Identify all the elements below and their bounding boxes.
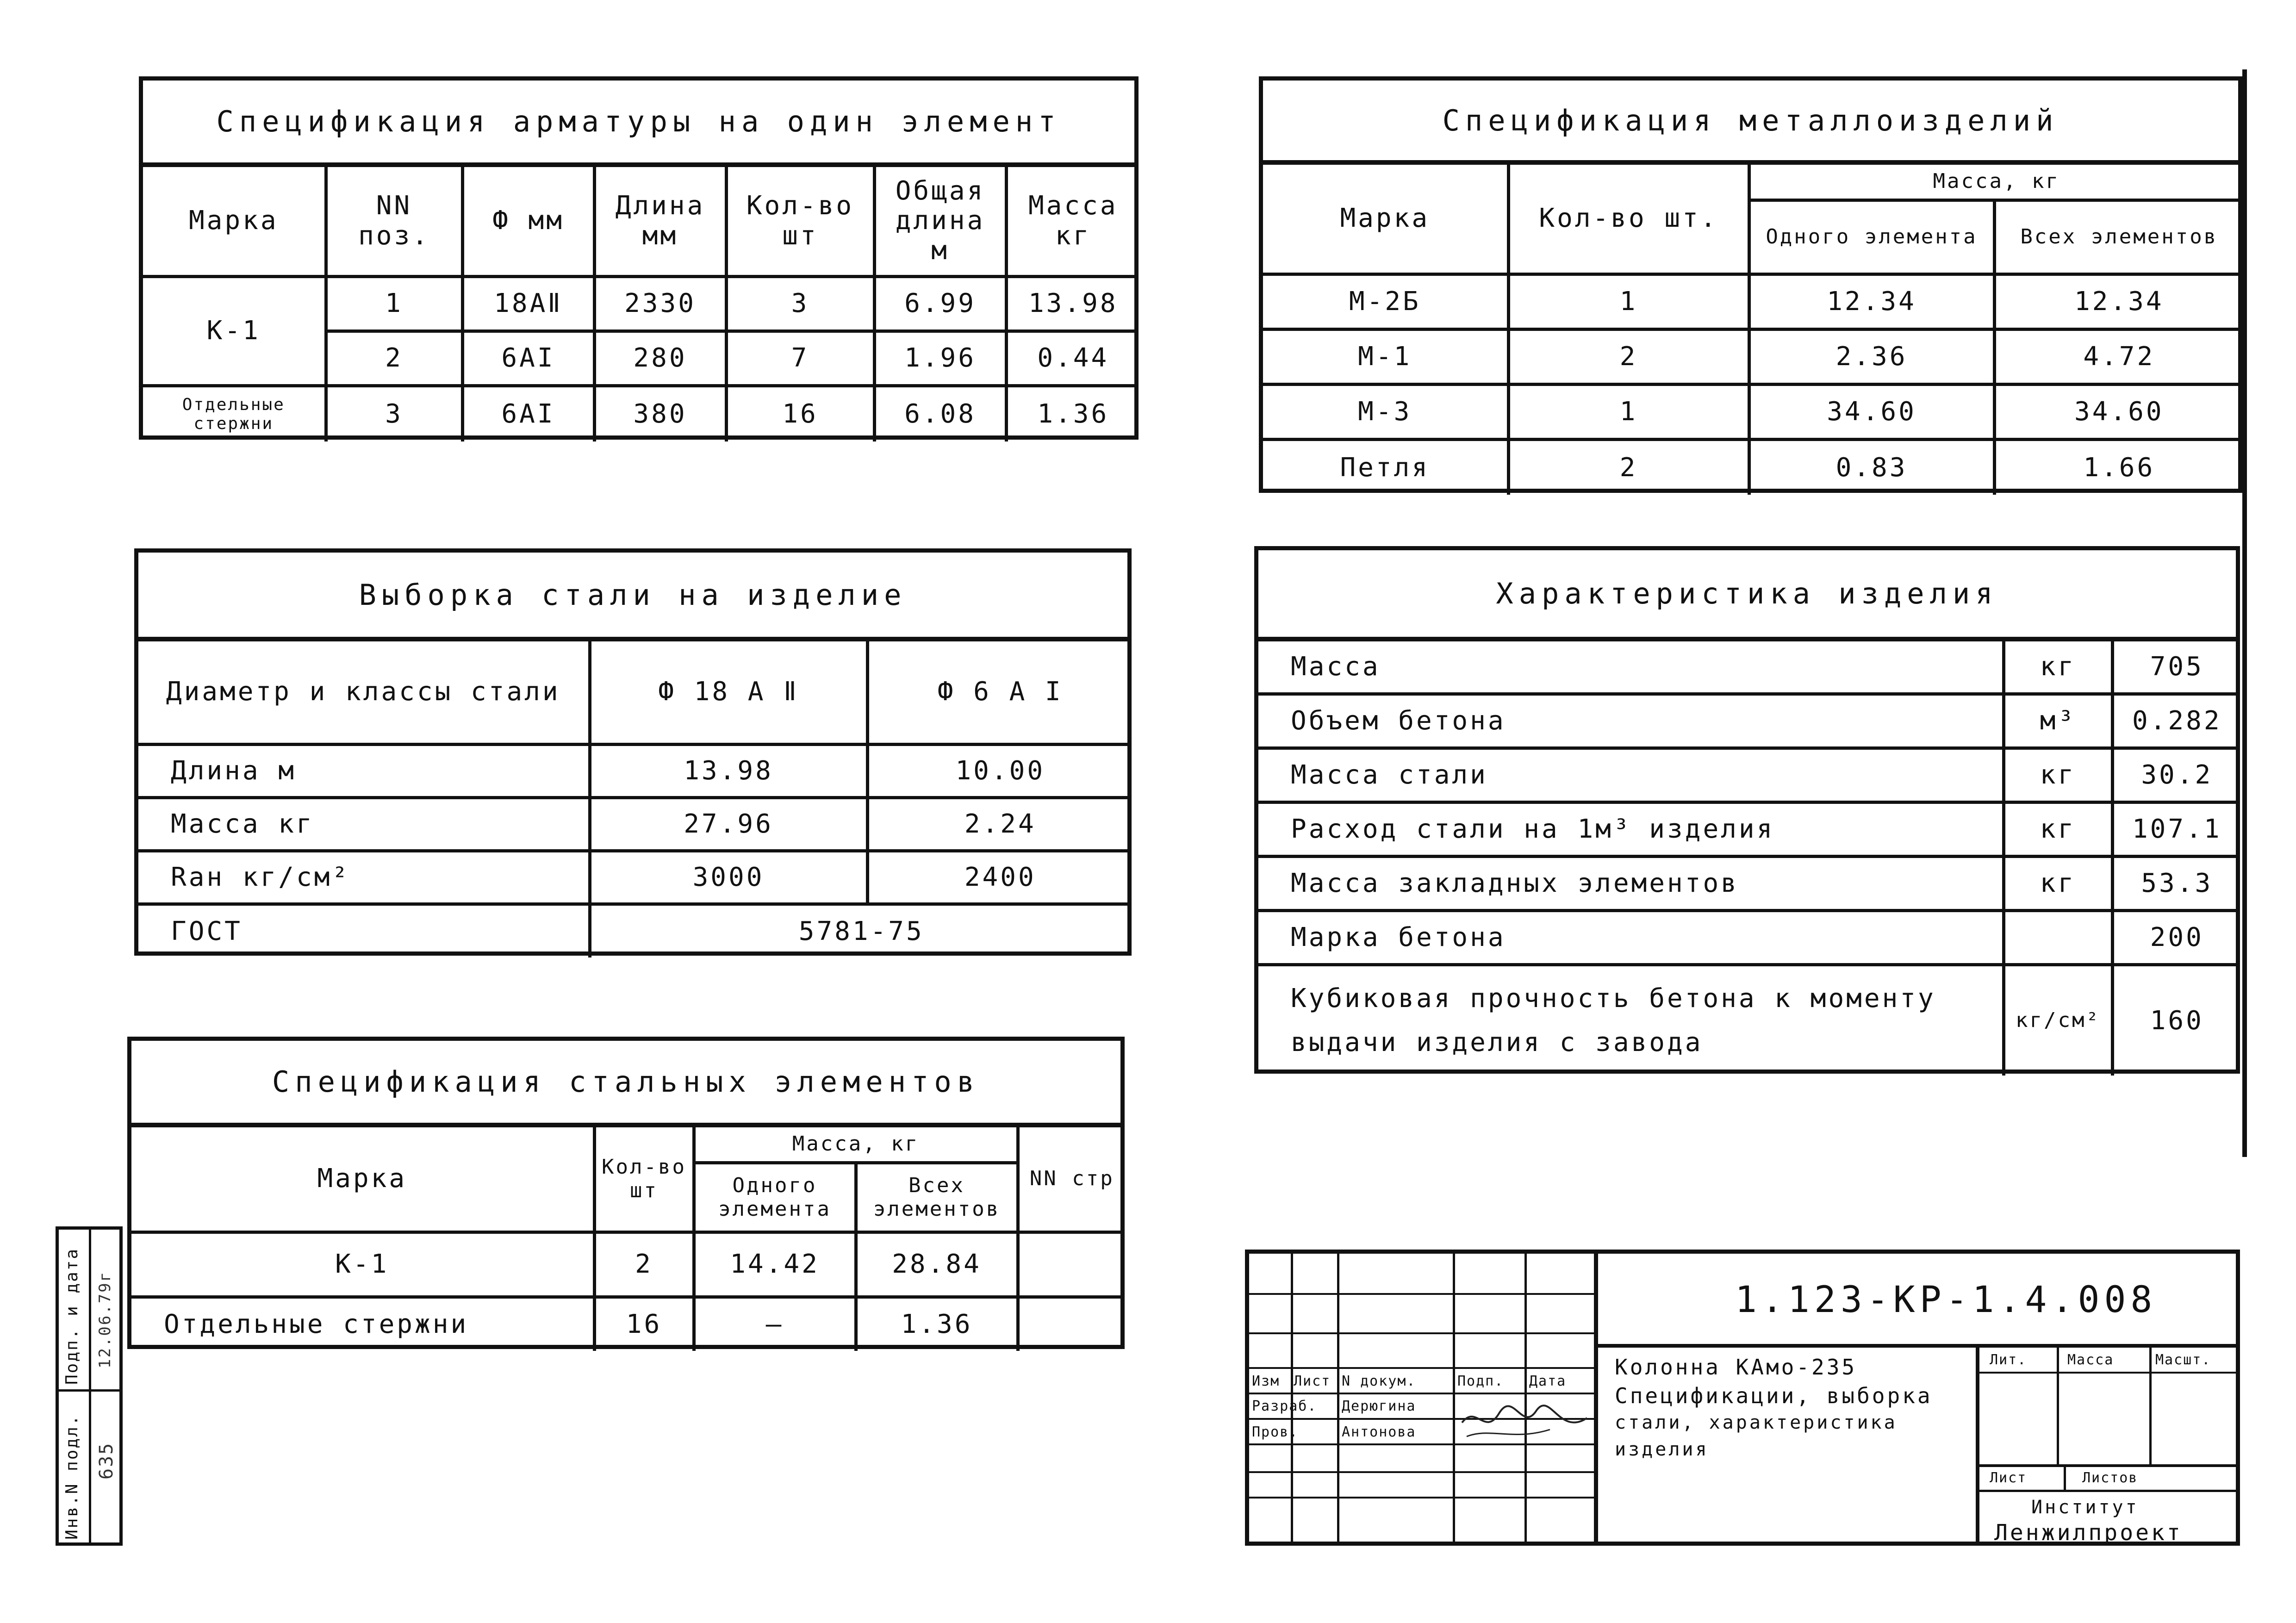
table-row <box>1263 385 2242 440</box>
char-last-unit: кг/см² <box>2004 965 2112 1076</box>
table-row <box>1258 694 2240 748</box>
elements-col-mass-group: Масса, кг <box>694 1126 1018 1163</box>
metal-spec-box <box>1259 76 2242 493</box>
stamp-org-line1: Институт <box>2031 1497 2139 1518</box>
rebar-mass-cell: 13.98 <box>1006 277 1139 331</box>
table-row <box>1263 274 2242 330</box>
char-unit: кг <box>2004 640 2112 694</box>
rebar-qty-cell: 7 <box>726 331 874 386</box>
stamp-code: 1.123-КР-1.4.008 <box>1735 1279 2157 1321</box>
rebar-mark-cell: Отдельные стержни <box>143 386 326 442</box>
title-block <box>1245 1250 2240 1546</box>
rebar-total-length-cell: 6.99 <box>874 277 1006 331</box>
product-char-box <box>1254 546 2240 1074</box>
steel-row-label: Raн кг/см² <box>138 851 590 904</box>
elements-col-mark: Марка <box>131 1126 594 1232</box>
steel-selection-table <box>138 638 1132 958</box>
table-row <box>1263 330 2242 385</box>
metal-mark-cell: М-3 <box>1263 385 1508 440</box>
table-row <box>1258 748 2240 802</box>
elements-one-cell: 14.42 <box>694 1232 856 1297</box>
stamp-desc-line1: Колонна КАмо-235 <box>1615 1355 1857 1380</box>
char-label: Масса закладных элементов <box>1258 857 2004 911</box>
char-label: Масса <box>1258 640 2004 694</box>
metal-all-cell: 4.72 <box>1994 330 2242 385</box>
metal-spec-title: Спецификация металлоизделий <box>1263 81 2238 164</box>
stamp-col-sign: Подп. <box>1457 1373 1504 1389</box>
table-row <box>138 851 1132 904</box>
rebar-dia-cell: 6АI <box>462 331 594 386</box>
signature-image <box>1457 1395 1592 1446</box>
steel-row-label: Длина м <box>138 745 590 798</box>
table-row <box>1258 802 2240 857</box>
char-value: 107.1 <box>2112 802 2240 857</box>
stamp-col-izm: Изм <box>1252 1373 1280 1389</box>
rebar-col-qty: Кол-во шт <box>726 166 874 277</box>
stamp-mass-label: Масса <box>2067 1352 2114 1368</box>
char-last-label-line2: выдачи изделия с завода <box>1291 1027 1703 1057</box>
elements-col-all: Всех элементов <box>856 1163 1018 1232</box>
metal-mark-cell: Петля <box>1263 440 1508 495</box>
rebar-col-pos: NN поз. <box>326 166 462 277</box>
stamp-desc-line4: изделия <box>1615 1439 1709 1460</box>
elements-qty-cell: 16 <box>594 1297 694 1351</box>
steel-selection-box <box>134 548 1132 956</box>
steel-header-col1: Ф 18 А Ⅱ <box>590 640 867 745</box>
steel-row-col1: 27.96 <box>590 798 867 851</box>
stamp-scale-label: Масшт. <box>2155 1352 2211 1368</box>
char-label: Расход стали на 1м³ изделия <box>1258 802 2004 857</box>
table-row <box>138 798 1132 851</box>
steel-header-label: Диаметр и классы стали <box>138 640 590 745</box>
elements-page-cell <box>1018 1232 1125 1297</box>
char-last-label-line1: Кубиковая прочность бетона к моменту <box>1291 983 1936 1014</box>
elements-col-one: Одного элемента <box>694 1163 856 1232</box>
char-value: 0.282 <box>2112 694 2240 748</box>
char-unit: кг <box>2004 857 2112 911</box>
char-value: 200 <box>2112 911 2240 965</box>
metal-one-cell: 2.36 <box>1749 330 1994 385</box>
rebar-mark-cell: К-1 <box>143 277 326 386</box>
stamp-lit-label: Лит. <box>1990 1352 2027 1368</box>
char-unit: кг <box>2004 802 2112 857</box>
char-label: Объем бетона <box>1258 694 2004 748</box>
table-row <box>143 386 1139 442</box>
steel-row-col1: 13.98 <box>590 745 867 798</box>
rebar-dia-cell: 18АⅡ <box>462 277 594 331</box>
rebar-spec-title: Спецификация арматуры на один элемент <box>143 81 1134 166</box>
metal-all-cell: 1.66 <box>1994 440 2242 495</box>
elements-one-cell: — <box>694 1297 856 1351</box>
rebar-dia-cell: 6АI <box>462 386 594 442</box>
steel-elements-table <box>131 1124 1125 1351</box>
steel-row-col1: 3000 <box>590 851 867 904</box>
metal-col-mass-group: Масса, кг <box>1749 163 2242 200</box>
table-row <box>1263 440 2242 495</box>
metal-qty-cell: 1 <box>1508 274 1749 330</box>
char-value: 30.2 <box>2112 748 2240 802</box>
rebar-length-cell: 2330 <box>594 277 726 331</box>
steel-header-col2: Ф 6 А I <box>867 640 1132 745</box>
rebar-col-mark: Марка <box>143 166 326 277</box>
elements-page-cell <box>1018 1297 1125 1351</box>
steel-row-col2: 2.24 <box>867 798 1132 851</box>
metal-one-cell: 0.83 <box>1749 440 1994 495</box>
char-last-value: 160 <box>2112 965 2240 1076</box>
char-value: 53.3 <box>2112 857 2240 911</box>
table-row <box>138 745 1132 798</box>
metal-mark-cell: М-2Б <box>1263 274 1508 330</box>
char-last-label <box>1258 965 2004 1076</box>
stamp-person-checker: Антонова <box>1342 1424 1416 1440</box>
rebar-qty-cell: 3 <box>726 277 874 331</box>
steel-elements-title: Спецификация стальных элементов <box>131 1041 1120 1126</box>
steel-elements-box <box>127 1037 1125 1349</box>
side-inv-label: Инв.N подл. <box>62 1414 81 1540</box>
stamp-desc-line2: Спецификации, выборка <box>1615 1383 1933 1408</box>
rebar-qty-cell: 16 <box>726 386 874 442</box>
table-row <box>1258 911 2240 965</box>
elements-mark-cell: Отдельные стержни <box>131 1297 594 1351</box>
elements-all-cell: 28.84 <box>856 1232 1018 1297</box>
metal-one-cell: 34.60 <box>1749 385 1994 440</box>
stamp-col-date: Дата <box>1529 1373 1567 1389</box>
rebar-col-total-length: Общая длина м <box>874 166 1006 277</box>
table-row <box>1258 640 2240 694</box>
stamp-grid <box>1249 1254 1596 1542</box>
elements-qty-cell: 2 <box>594 1232 694 1297</box>
rebar-col-length: Длина мм <box>594 166 726 277</box>
metal-mark-cell: М-1 <box>1263 330 1508 385</box>
steel-selection-title: Выборка стали на изделие <box>138 553 1127 640</box>
char-unit: м³ <box>2004 694 2112 748</box>
stamp-sheets-label: Листов <box>2082 1470 2138 1486</box>
rebar-col-mass: Масса кг <box>1006 166 1139 277</box>
char-label: Масса стали <box>1258 748 2004 802</box>
char-unit: кг <box>2004 748 2112 802</box>
side-inv-value: 635 <box>96 1442 117 1480</box>
metal-one-cell: 12.34 <box>1749 274 1994 330</box>
metal-qty-cell: 2 <box>1508 330 1749 385</box>
steel-row-col2: 2400 <box>867 851 1132 904</box>
side-sign-date-label: Подп. и дата <box>62 1247 81 1385</box>
rebar-spec-box <box>139 76 1139 440</box>
rebar-col-dia: Ф мм <box>462 166 594 277</box>
rebar-pos-cell: 2 <box>326 331 462 386</box>
rebar-total-length-cell: 1.96 <box>874 331 1006 386</box>
char-unit <box>2004 911 2112 965</box>
char-label: Марка бетона <box>1258 911 2004 965</box>
right-edge-line <box>2242 69 2247 1157</box>
side-stamp <box>56 1226 123 1546</box>
steel-row-label: Масса кг <box>138 798 590 851</box>
product-char-title: Характеристика изделия <box>1258 550 2236 640</box>
stamp-col-list: Лист <box>1294 1373 1331 1389</box>
elements-mark-cell: К-1 <box>131 1232 594 1297</box>
metal-qty-cell: 1 <box>1508 385 1749 440</box>
metal-col-one: Одного элемента <box>1749 200 1994 274</box>
stamp-org-line2: Ленжилпроект <box>1994 1520 2183 1546</box>
metal-col-mark: Марка <box>1263 163 1508 274</box>
table-row <box>143 277 1139 331</box>
rebar-total-length-cell: 6.08 <box>874 386 1006 442</box>
metal-col-all: Всех элементов <box>1994 200 2242 274</box>
rebar-mass-cell: 1.36 <box>1006 386 1139 442</box>
table-row <box>1258 857 2240 911</box>
char-value: 705 <box>2112 640 2240 694</box>
table-row <box>1258 965 2240 1076</box>
metal-col-qty: Кол-во шт. <box>1508 163 1749 274</box>
table-row <box>131 1297 1125 1351</box>
table-row <box>138 904 1132 958</box>
metal-qty-cell: 2 <box>1508 440 1749 495</box>
side-date-value: 12.06.79г <box>96 1270 114 1368</box>
rebar-mass-cell: 0.44 <box>1006 331 1139 386</box>
rebar-pos-cell: 3 <box>326 386 462 442</box>
rebar-spec-table <box>143 164 1139 442</box>
metal-all-cell: 12.34 <box>1994 274 2242 330</box>
metal-all-cell: 34.60 <box>1994 385 2242 440</box>
stamp-person-developer: Дерюгина <box>1342 1398 1416 1414</box>
rebar-length-cell: 280 <box>594 331 726 386</box>
elements-col-page: NN стр <box>1018 1126 1125 1232</box>
rebar-pos-cell: 1 <box>326 277 462 331</box>
metal-spec-table <box>1263 162 2242 495</box>
stamp-col-doc: N докум. <box>1342 1373 1416 1389</box>
table-row <box>131 1232 1125 1297</box>
steel-gost-value: 5781-75 <box>590 904 1132 958</box>
stamp-role-checker: Пров. <box>1252 1424 1299 1440</box>
rebar-length-cell: 380 <box>594 386 726 442</box>
steel-row-col2: 10.00 <box>867 745 1132 798</box>
product-char-table <box>1258 638 2240 1076</box>
stamp-role-developer: Разраб. <box>1252 1398 1317 1414</box>
steel-gost-label: ГОСТ <box>138 904 590 958</box>
stamp-desc-line3: стали, характеристика <box>1615 1412 1898 1433</box>
elements-col-qty: Кол-во шт <box>594 1126 694 1232</box>
elements-all-cell: 1.36 <box>856 1297 1018 1351</box>
stamp-sheet-label: Лист <box>1990 1470 2027 1486</box>
